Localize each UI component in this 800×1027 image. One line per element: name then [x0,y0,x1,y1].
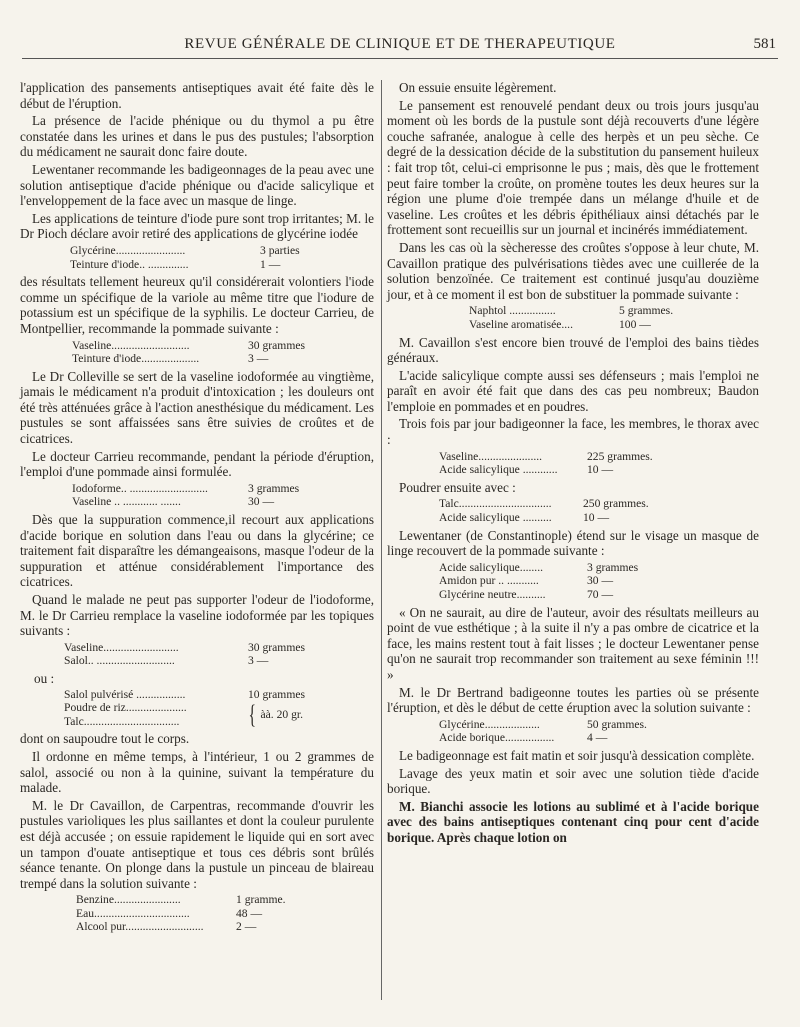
quantity: 50 grammes. [587,717,647,731]
prescription-row [76,920,336,934]
ingredient: Talc................................. [64,714,180,728]
paragraph: L'acide salicylique compte aussi ses défenseurs ; mais l'emploi ne paraît en avoir été fait que dans des cas peu nombreux; Baudon l'emploie en pommades et en poudres. [387,367,759,414]
prescription-list [439,718,739,745]
prescription-list [72,339,352,366]
ingredient: Glycérine neutre.......... [439,588,546,601]
prescription-row [439,450,739,464]
prescription-list [439,497,739,524]
alternative-label: ou : [34,670,55,686]
prescription-row [439,561,739,575]
prescription-list [439,561,739,602]
paragraph: Poudrer ensuite avec : [399,479,516,495]
quantity: 10 — [583,511,610,525]
paragraph: l'application des pansements antiseptiques avait été faite dès le début de l'éruption. [20,80,374,111]
ingredient: Naphtol ................ [469,304,556,318]
paragraph: Lewentaner recommande les badigeonnages de la peau avec une solution antiseptique d'acide phénique ou d'acide salicylique et l'enveloppement de la face avec un masque de linge. [20,161,374,209]
prescription-row [469,318,729,332]
paragraph: Le Dr Colleville se sert de la vaseline iodoformée au vingtième, jamais le médicament n'a produit d'intoxication ; les douleurs ont été très atténuées grâce à l'action anesthésique du médicament. Les pustules se sont affaissées sans être suivies de croûtes et de cicatrices. [20,368,374,447]
paragraph: Les applications de teinture d'iode pure sont trop irritantes; M. le Dr Pioch déclare avoir retiré des applications de glycérine iodée [20,210,374,242]
page-number: 581 [753,36,776,52]
paragraph: Dans les cas où la sècheresse des croûtes s'oppose à leur chute, M. Cavaillon pratique des pulvérisations tièdes avec une cuillerée de la solution benzoïnée. Ce traitement est continué jusqu'au douzième jour, et à ce moment il est bon de substituer la pommade suivante : [387,239,759,302]
quantity: 70 — [587,588,614,601]
ingredient: Vaseline aromatisée.... [469,317,573,331]
quantity: 5 grammes. [619,304,674,318]
prescription-row [70,244,330,258]
quantity: 1 — [260,257,281,271]
left-column [20,80,374,937]
quantity: 1 gramme. [236,893,286,907]
ingredient: Benzine....................... [76,893,181,907]
prescription-list [64,688,354,729]
prescription-row [439,718,739,732]
ingredient: Alcool pur........................... [76,920,204,934]
column-divider [381,80,382,1000]
paragraph: Dès que la suppuration commence,il recourt aux applications d'acide borique en solution dans l'eau ou dans la glycérine; ce traitement fait disparaître les démangeaisons, masque l'odeur de la suppuration et atténue considérablement l'importance des cicatrices. [20,512,374,590]
prescription-row [76,907,336,921]
ingredient: Poudre de riz..................... [64,701,187,715]
prescription-row [439,588,739,602]
prescription-list [70,244,330,271]
ingredient: Eau................................. [76,906,190,920]
quantity: 3 — [248,654,269,668]
paragraph: Lavage des yeux matin et soir avec une solution tiède d'acide borique. [387,765,759,797]
quantity: àà. 20 gr. [260,707,303,721]
prescription-list [64,641,344,668]
quantity: 100 — [619,317,651,331]
quantity: 30 — [248,495,275,509]
brace-glyph: { [248,699,256,729]
ingredient: Acide salicylique ............ [439,463,558,477]
paragraph: M. Cavaillon s'est encore bien trouvé de l'emploi des bains tièdes généraux. [387,334,759,366]
prescription-row [64,654,344,668]
ingredient: Salol pulvérisé ................. [64,687,186,701]
paragraph: La présence de l'acide phénique ou du thymol a pu être constatée dans les urines et dans le pus des pustules; l'absorption du médicament ne saurait donc faire doute. [20,113,374,160]
quantity: 3 parties [260,243,300,257]
prescription-row [439,463,739,477]
ingredient: Vaseline.......................... [64,640,179,654]
quantity: 4 — [587,731,608,745]
quantity: 48 — [236,906,263,920]
paragraph: Il ordonne en même temps, à l'intérieur, 1 ou 2 grammes de salol, associé ou non à la quinine, suivant la température du malade. [20,748,374,796]
quantity: 2 — [236,920,257,934]
ingredient: Glycérine................... [439,717,540,731]
journal-title: REVUE GÉNÉRALE DE CLINIQUE ET DE THERAPEUTIQUE [184,36,616,52]
ingredient: Acide salicylique........ [439,560,543,574]
paragraph: dont on saupoudre tout le corps. [20,731,190,747]
braced-group [64,701,354,728]
ingredient: Vaseline........................... [72,338,190,352]
running-header [22,36,778,59]
paragraph: « On ne saurait, au dire de l'auteur, avoir des résultats meilleurs au point de vue esthétique ; à la suite il n'y a pas ombre de cicatrice et la face, les mains restent tout à fait lisses ; le docteur Lewentaner pense qu'on ne saurait trop recommander son traitement au sexe féminin !!! » [387,604,759,682]
quantity: 3 grammes [587,560,639,574]
paragraph: M. Bianchi associe les lotions au sublimé et à l'acide borique avec des bains antiseptiques contenant cinq pour cent d'acide borique. Après chaque lotion on [387,798,759,845]
ingredient: Teinture d'iode.................... [72,352,200,366]
right-column [387,80,759,848]
paragraph: Le pansement est renouvelé pendant deux ou trois jours jusqu'au moment où les bords de la pustule sont déjà recouverts d'une légère couche safranée, analogue à celle des herpès et un peu sèche. Ce degré de la dessication décide de la substitution du pansement huileux : fait trop tôt, celui-ci emprisonne le pus ; mais, dès que le frottement peut faire tomber la croûte, on promène toutes les deux heures sur la région une plume d'oie trempée dans un mélange d'huile et de vaseline. Les croûtes et les débris épithéliaux ainsi détachés par le frottement sont recueillis sur un journal et incinérés immédiatement. [387,97,759,238]
paragraph: M. le Dr Cavaillon, de Carpentras, recommande d'ouvrir les pustules varioliques les plus saillantes et dont la couleur purulente est déjà accusée ; on essuie rapidement le liquide qui en sort avec un tampon d'ouate antiseptique et tous ces débris sont brûlés séance tenante. On plonge dans la pustule un pinceau de blaireau trempé dans la solution suivante : [20,797,374,891]
ingredient: Salol.. ........................... [64,654,175,668]
prescription-list [469,304,729,331]
quantity: 30 grammes [248,640,305,654]
prescription-row [439,731,739,745]
paragraph: Le badigeonnage est fait matin et soir jusqu'à dessication complète. [399,747,755,763]
ingredient: Talc................................ [439,497,552,511]
prescription-row [72,482,352,496]
prescription-row [64,688,354,702]
quantity: 30 grammes [248,338,305,352]
paragraph: Quand le malade ne peut pas supporter l'odeur de l'iodoforme, M. le Dr Carrieu remplace la vaseline iodoformée par les topiques suivants : [20,592,374,639]
ingredient: Acide salicylique .......... [439,511,552,525]
prescription-row [439,574,739,588]
prescription-row [439,511,739,525]
ingredient: Vaseline .. ............ ....... [72,495,181,509]
ingredient: Amidon pur .. ........... [439,574,539,588]
paragraph: Trois fois par jour badigeonner la face, les membres, le thorax avec : [387,416,759,448]
quantity: 250 grammes. [583,497,649,511]
ingredient: Vaseline...................... [439,449,543,463]
prescription-row [72,339,352,353]
ingredient: Glycérine........................ [70,243,186,257]
ingredient: Teinture d'iode.. .............. [70,257,189,271]
ingredient: Iodoforme.. ........................... [72,481,208,495]
prescription-row [64,641,344,655]
prescription-row [469,304,729,318]
quantity: 3 — [248,352,269,366]
prescription-row [70,258,330,272]
ingredient: Acide borique................. [439,731,555,745]
prescription-list [72,482,352,509]
prescription-list [439,450,739,477]
paragraph: M. le Dr Bertrand badigeonne toutes les parties où se présente l'éruption, et dès le début de cette éruption avec la solution suivante : [387,684,759,716]
quantity: 3 grammes [248,481,300,495]
prescription-row [439,497,739,511]
paragraph: On essuie ensuite légèrement. [399,80,557,95]
prescription-row [76,893,336,907]
prescription-list [76,893,336,934]
prescription-row [72,495,352,509]
quantity: 10 — [587,463,614,477]
quantity: 225 grammes. [587,449,653,463]
quantity: 30 — [587,574,614,588]
quantity: 10 grammes [248,687,305,701]
paragraph: des résultats tellement heureux qu'il considérerait volontiers l'iode comme un spécifique de la variole au même titre que l'iodure de potassium est un spécifique de la syphilis. Le docteur Carrieu, de Montpellier, recommande la pommade suivante : [20,274,374,336]
paragraph: Lewentaner (de Constantinople) étend sur le visage un masque de linge recouvert de la pommade suivante : [387,527,759,559]
prescription-row [72,352,352,366]
paragraph: Le docteur Carrieu recommande, pendant la période d'éruption, l'emploi d'une pommade ainsi formulée. [20,448,374,480]
